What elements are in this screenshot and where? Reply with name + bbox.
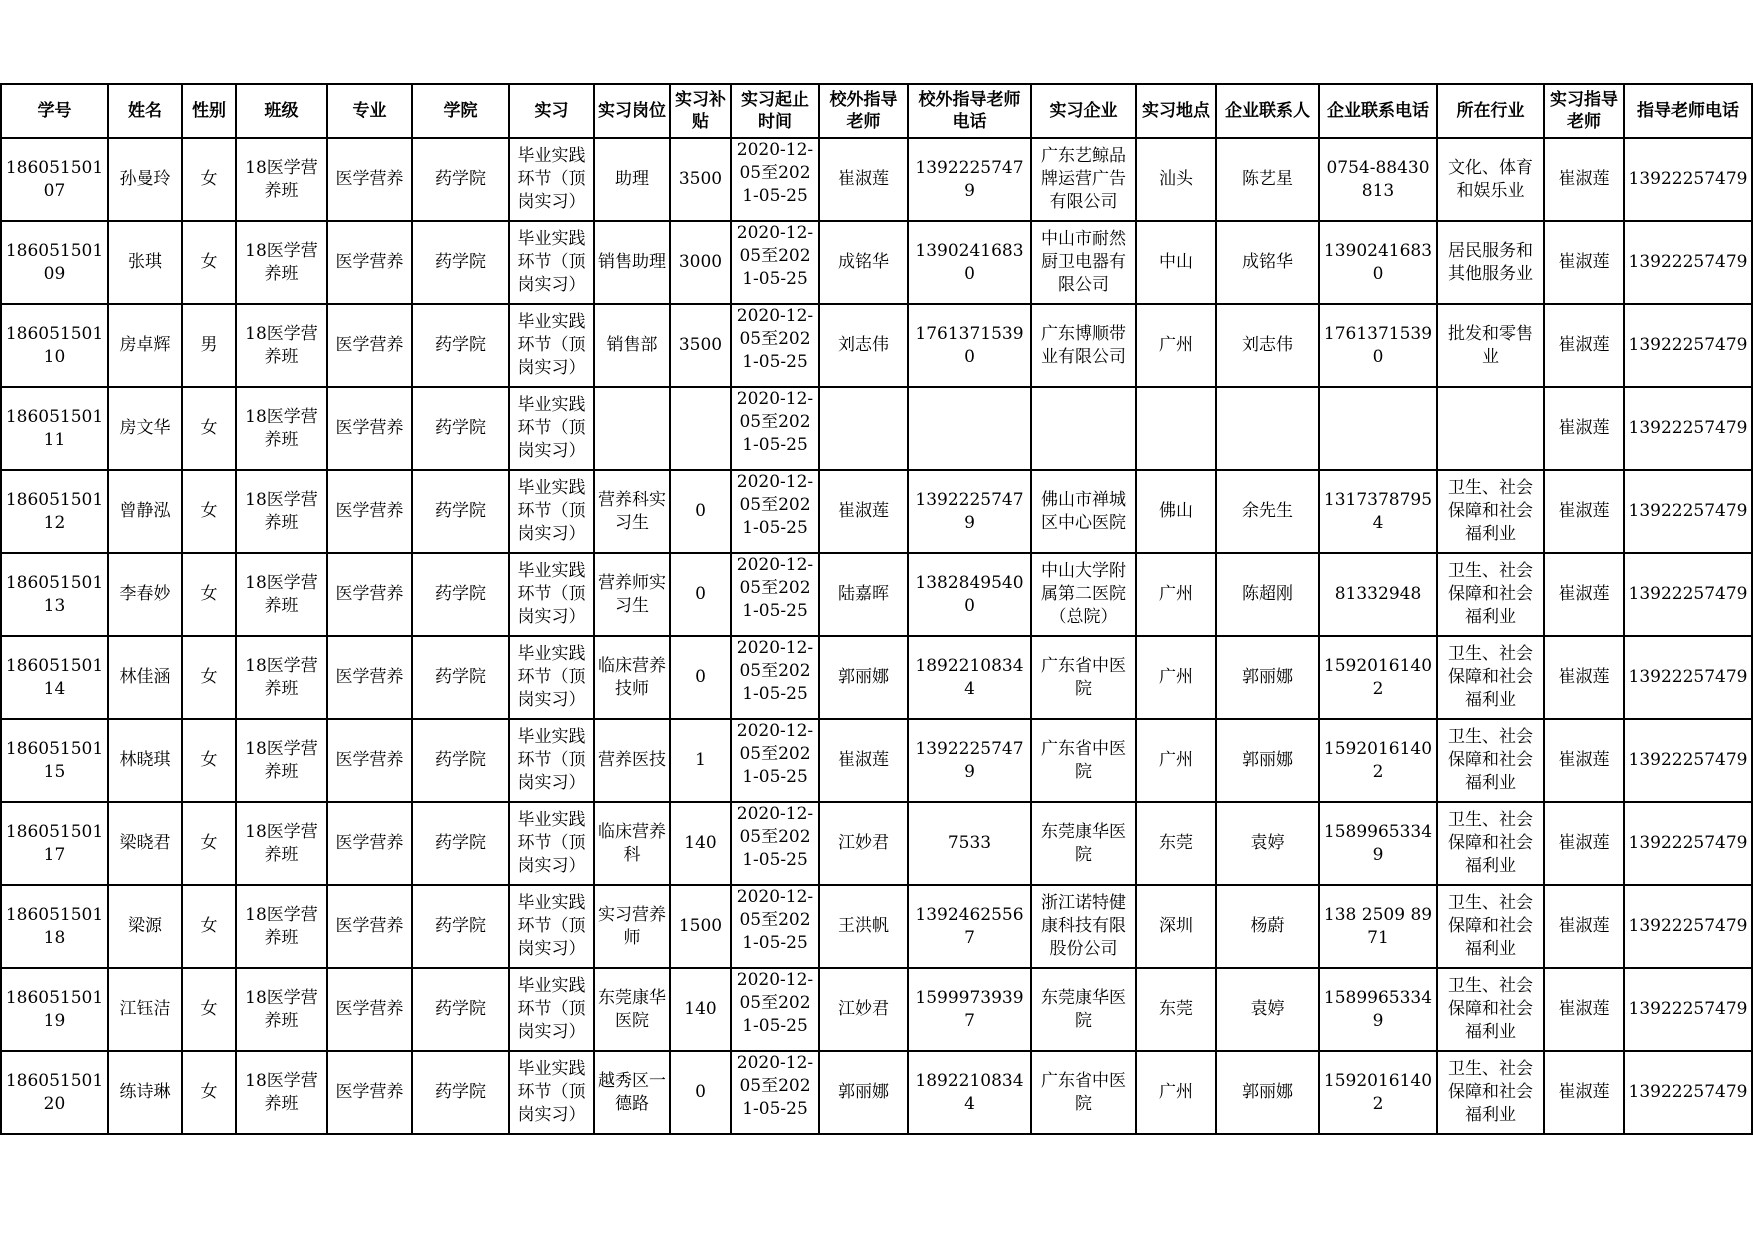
industry-cell: 卫生、社会保障和社会福利业 — [1437, 885, 1544, 968]
period-cell — [731, 138, 819, 221]
contact-phone-cell: 15920161402 — [1319, 636, 1437, 719]
teacher-phone-cell: 13922257479 — [1624, 1051, 1752, 1134]
class-cell: 18医学营养班 — [236, 968, 327, 1051]
mentor-cell: 江妙君 — [819, 802, 908, 885]
gender-cell: 女 — [182, 470, 236, 553]
major-cell: 医学营养 — [327, 719, 412, 802]
college-cell: 药学院 — [412, 553, 509, 636]
period-text: 2020-12-05至2021-05-25 — [736, 887, 814, 953]
college-cell: 药学院 — [412, 636, 509, 719]
mentor-phone-cell: 13902416830 — [908, 221, 1031, 304]
internship-cell: 毕业实践环节（顶岗实习） — [509, 304, 594, 387]
position-cell: 东莞康华医院 — [594, 968, 670, 1051]
contact-phone-cell: 17613715390 — [1319, 304, 1437, 387]
class-cell: 18医学营养班 — [236, 636, 327, 719]
mentor-cell: 成铭华 — [819, 221, 908, 304]
mentor-phone-cell: 13924625567 — [908, 885, 1031, 968]
table-row — [1, 138, 1752, 221]
mentor-phone-cell: 15999739397 — [908, 968, 1031, 1051]
internship-cell: 毕业实践环节（顶岗实习） — [509, 968, 594, 1051]
subsidy-cell: 0 — [670, 636, 731, 719]
header-class: 班级 — [236, 84, 327, 138]
contact-phone-cell: 15920161402 — [1319, 1051, 1437, 1134]
period-cell — [731, 636, 819, 719]
industry-cell: 卫生、社会保障和社会福利业 — [1437, 968, 1544, 1051]
contact-cell: 陈艺星 — [1216, 138, 1319, 221]
name-cell: 房卓辉 — [108, 304, 182, 387]
internship-cell: 毕业实践环节（顶岗实习） — [509, 387, 594, 470]
industry-cell: 批发和零售业 — [1437, 304, 1544, 387]
college-cell: 药学院 — [412, 221, 509, 304]
header-position: 实习岗位 — [594, 84, 670, 138]
header-name: 姓名 — [108, 84, 182, 138]
period-text: 2020-12-05至2021-05-25 — [736, 804, 814, 870]
position-cell: 临床营养科 — [594, 802, 670, 885]
period-cell — [731, 719, 819, 802]
period-text: 2020-12-05至2021-05-25 — [736, 970, 814, 1036]
major-cell: 医学营养 — [327, 387, 412, 470]
table-row — [1, 719, 1752, 802]
contact-cell: 余先生 — [1216, 470, 1319, 553]
teacher-cell: 崔淑莲 — [1544, 387, 1624, 470]
class-cell: 18医学营养班 — [236, 802, 327, 885]
college-cell: 药学院 — [412, 470, 509, 553]
teacher-phone-cell: 13922257479 — [1624, 719, 1752, 802]
period-text: 2020-12-05至2021-05-25 — [736, 1053, 814, 1119]
position-cell: 销售部 — [594, 304, 670, 387]
position-cell — [594, 387, 670, 470]
name-cell: 梁晓君 — [108, 802, 182, 885]
header-contact-phone: 企业联系电话 — [1319, 84, 1437, 138]
internship-cell: 毕业实践环节（顶岗实习） — [509, 470, 594, 553]
mentor-phone-cell: 17613715390 — [908, 304, 1031, 387]
contact-cell — [1216, 387, 1319, 470]
location-cell: 东莞 — [1136, 968, 1216, 1051]
college-cell: 药学院 — [412, 802, 509, 885]
gender-cell: 女 — [182, 885, 236, 968]
mentor-phone-cell: 13922257479 — [908, 138, 1031, 221]
period-text: 2020-12-05至2021-05-25 — [736, 638, 814, 704]
industry-cell: 卫生、社会保障和社会福利业 — [1437, 470, 1544, 553]
mentor-cell: 郭丽娜 — [819, 1051, 908, 1134]
major-cell: 医学营养 — [327, 553, 412, 636]
period-text: 2020-12-05至2021-05-25 — [736, 721, 814, 787]
location-cell: 东莞 — [1136, 802, 1216, 885]
internship-cell: 毕业实践环节（顶岗实习） — [509, 802, 594, 885]
subsidy-cell: 1500 — [670, 885, 731, 968]
teacher-cell: 崔淑莲 — [1544, 470, 1624, 553]
header-student-id: 学号 — [1, 84, 108, 138]
teacher-phone-cell: 13922257479 — [1624, 221, 1752, 304]
location-cell — [1136, 387, 1216, 470]
teacher-cell: 崔淑莲 — [1544, 221, 1624, 304]
student-id-cell: 18605150107 — [1, 138, 108, 221]
class-cell: 18医学营养班 — [236, 138, 327, 221]
position-cell: 越秀区一德路 — [594, 1051, 670, 1134]
company-cell: 广东省中医院 — [1031, 719, 1136, 802]
college-cell: 药学院 — [412, 304, 509, 387]
gender-cell: 女 — [182, 387, 236, 470]
contact-phone-cell: 13173787954 — [1319, 470, 1437, 553]
period-cell — [731, 470, 819, 553]
period-cell — [731, 304, 819, 387]
header-contact: 企业联系人 — [1216, 84, 1319, 138]
subsidy-cell — [670, 387, 731, 470]
period-text: 2020-12-05至2021-05-25 — [736, 472, 814, 538]
internship-cell: 毕业实践环节（顶岗实习） — [509, 636, 594, 719]
name-cell: 曾静泓 — [108, 470, 182, 553]
location-cell: 广州 — [1136, 1051, 1216, 1134]
subsidy-cell: 140 — [670, 802, 731, 885]
teacher-phone-cell: 13922257479 — [1624, 802, 1752, 885]
table-row — [1, 968, 1752, 1051]
contact-cell: 郭丽娜 — [1216, 719, 1319, 802]
gender-cell: 女 — [182, 719, 236, 802]
position-cell: 营养师实习生 — [594, 553, 670, 636]
college-cell: 药学院 — [412, 1051, 509, 1134]
period-cell — [731, 885, 819, 968]
name-cell: 李春妙 — [108, 553, 182, 636]
header-college: 学院 — [412, 84, 509, 138]
internship-cell: 毕业实践环节（顶岗实习） — [509, 1051, 594, 1134]
major-cell: 医学营养 — [327, 221, 412, 304]
teacher-cell: 崔淑莲 — [1544, 1051, 1624, 1134]
table-row — [1, 802, 1752, 885]
contact-phone-cell: 15899653349 — [1319, 968, 1437, 1051]
internship-table — [0, 83, 1753, 1135]
student-id-cell: 18605150118 — [1, 885, 108, 968]
internship-cell: 毕业实践环节（顶岗实习） — [509, 221, 594, 304]
class-cell: 18医学营养班 — [236, 553, 327, 636]
company-cell: 东莞康华医院 — [1031, 802, 1136, 885]
gender-cell: 女 — [182, 802, 236, 885]
location-cell: 汕头 — [1136, 138, 1216, 221]
header-location: 实习地点 — [1136, 84, 1216, 138]
gender-cell: 女 — [182, 138, 236, 221]
teacher-phone-cell: 13922257479 — [1624, 470, 1752, 553]
industry-cell: 文化、体育和娱乐业 — [1437, 138, 1544, 221]
mentor-cell: 陆嘉晖 — [819, 553, 908, 636]
subsidy-cell: 3500 — [670, 304, 731, 387]
position-cell: 营养医技 — [594, 719, 670, 802]
college-cell: 药学院 — [412, 885, 509, 968]
class-cell: 18医学营养班 — [236, 387, 327, 470]
student-id-cell: 18605150114 — [1, 636, 108, 719]
location-cell: 广州 — [1136, 636, 1216, 719]
period-cell — [731, 221, 819, 304]
teacher-cell: 崔淑莲 — [1544, 968, 1624, 1051]
period-cell — [731, 802, 819, 885]
period-text: 2020-12-05至2021-05-25 — [736, 389, 814, 455]
contact-cell: 成铭华 — [1216, 221, 1319, 304]
name-cell: 江钰洁 — [108, 968, 182, 1051]
position-cell: 营养科实习生 — [594, 470, 670, 553]
internship-cell: 毕业实践环节（顶岗实习） — [509, 138, 594, 221]
period-text: 2020-12-05至2021-05-25 — [736, 140, 814, 206]
header-industry: 所在行业 — [1437, 84, 1544, 138]
period-cell — [731, 553, 819, 636]
company-cell: 中山市耐然厨卫电器有限公司 — [1031, 221, 1136, 304]
table-row — [1, 387, 1752, 470]
teacher-phone-cell: 13922257479 — [1624, 885, 1752, 968]
gender-cell: 女 — [182, 636, 236, 719]
student-id-cell: 18605150113 — [1, 553, 108, 636]
company-cell: 中山大学附属第二医院（总院） — [1031, 553, 1136, 636]
contact-cell: 刘志伟 — [1216, 304, 1319, 387]
table-row — [1, 553, 1752, 636]
period-text: 2020-12-05至2021-05-25 — [736, 223, 814, 289]
industry-cell: 卫生、社会保障和社会福利业 — [1437, 802, 1544, 885]
teacher-phone-cell: 13922257479 — [1624, 636, 1752, 719]
location-cell: 佛山 — [1136, 470, 1216, 553]
student-id-cell: 18605150117 — [1, 802, 108, 885]
subsidy-cell: 1 — [670, 719, 731, 802]
mentor-cell: 王洪帆 — [819, 885, 908, 968]
header-period: 实习起止时间 — [731, 84, 819, 138]
subsidy-cell: 3000 — [670, 221, 731, 304]
header-company: 实习企业 — [1031, 84, 1136, 138]
college-cell: 药学院 — [412, 968, 509, 1051]
location-cell: 广州 — [1136, 304, 1216, 387]
contact-cell: 袁婷 — [1216, 968, 1319, 1051]
major-cell: 医学营养 — [327, 470, 412, 553]
contact-phone-cell: 15920161402 — [1319, 719, 1437, 802]
teacher-cell: 崔淑莲 — [1544, 719, 1624, 802]
college-cell: 药学院 — [412, 719, 509, 802]
major-cell: 医学营养 — [327, 1051, 412, 1134]
mentor-phone-cell: 7533 — [908, 802, 1031, 885]
contact-cell: 郭丽娜 — [1216, 1051, 1319, 1134]
contact-phone-cell: 0754-88430813 — [1319, 138, 1437, 221]
company-cell: 广东艺鲸品牌运营广告有限公司 — [1031, 138, 1136, 221]
major-cell: 医学营养 — [327, 636, 412, 719]
name-cell: 张琪 — [108, 221, 182, 304]
header-mentor: 校外指导老师 — [819, 84, 908, 138]
student-id-cell: 18605150109 — [1, 221, 108, 304]
contact-cell: 杨蔚 — [1216, 885, 1319, 968]
class-cell: 18医学营养班 — [236, 885, 327, 968]
teacher-phone-cell: 13922257479 — [1624, 553, 1752, 636]
contact-phone-cell — [1319, 387, 1437, 470]
teacher-cell: 崔淑莲 — [1544, 304, 1624, 387]
teacher-cell: 崔淑莲 — [1544, 636, 1624, 719]
student-id-cell: 18605150112 — [1, 470, 108, 553]
industry-cell: 卫生、社会保障和社会福利业 — [1437, 719, 1544, 802]
table-row — [1, 885, 1752, 968]
student-id-cell: 18605150110 — [1, 304, 108, 387]
name-cell: 孙曼玲 — [108, 138, 182, 221]
header-gender: 性别 — [182, 84, 236, 138]
teacher-cell: 崔淑莲 — [1544, 885, 1624, 968]
contact-cell: 陈超刚 — [1216, 553, 1319, 636]
company-cell: 浙江诺特健康科技有限股份公司 — [1031, 885, 1136, 968]
header-row — [1, 84, 1752, 138]
company-cell: 广东省中医院 — [1031, 636, 1136, 719]
contact-cell: 袁婷 — [1216, 802, 1319, 885]
teacher-phone-cell: 13922257479 — [1624, 968, 1752, 1051]
gender-cell: 女 — [182, 968, 236, 1051]
name-cell: 房文华 — [108, 387, 182, 470]
industry-cell: 卫生、社会保障和社会福利业 — [1437, 553, 1544, 636]
contact-phone-cell: 81332948 — [1319, 553, 1437, 636]
mentor-phone-cell: 18922108344 — [908, 1051, 1031, 1134]
major-cell: 医学营养 — [327, 968, 412, 1051]
major-cell: 医学营养 — [327, 138, 412, 221]
industry-cell: 卫生、社会保障和社会福利业 — [1437, 636, 1544, 719]
position-cell: 销售助理 — [594, 221, 670, 304]
table-row — [1, 636, 1752, 719]
teacher-cell: 崔淑莲 — [1544, 553, 1624, 636]
subsidy-cell: 140 — [670, 968, 731, 1051]
table-row — [1, 304, 1752, 387]
subsidy-cell: 3500 — [670, 138, 731, 221]
gender-cell: 男 — [182, 304, 236, 387]
industry-cell: 卫生、社会保障和社会福利业 — [1437, 1051, 1544, 1134]
period-text: 2020-12-05至2021-05-25 — [736, 555, 814, 621]
position-cell: 助理 — [594, 138, 670, 221]
mentor-phone-cell: 13922257479 — [908, 470, 1031, 553]
mentor-cell: 崔淑莲 — [819, 138, 908, 221]
period-cell — [731, 387, 819, 470]
subsidy-cell: 0 — [670, 1051, 731, 1134]
header-major: 专业 — [327, 84, 412, 138]
major-cell: 医学营养 — [327, 304, 412, 387]
header-teacher: 实习指导老师 — [1544, 84, 1624, 138]
student-id-cell: 18605150115 — [1, 719, 108, 802]
company-cell: 佛山市禅城区中心医院 — [1031, 470, 1136, 553]
industry-cell — [1437, 387, 1544, 470]
subsidy-cell: 0 — [670, 470, 731, 553]
period-cell — [731, 968, 819, 1051]
teacher-cell: 崔淑莲 — [1544, 138, 1624, 221]
student-id-cell: 18605150120 — [1, 1051, 108, 1134]
header-internship: 实习 — [509, 84, 594, 138]
header-subsidy: 实习补贴 — [670, 84, 731, 138]
name-cell: 林晓琪 — [108, 719, 182, 802]
student-id-cell: 18605150119 — [1, 968, 108, 1051]
header-mentor-phone: 校外指导老师电话 — [908, 84, 1031, 138]
class-cell: 18医学营养班 — [236, 304, 327, 387]
period-text: 2020-12-05至2021-05-25 — [736, 306, 814, 372]
gender-cell: 女 — [182, 553, 236, 636]
mentor-cell: 崔淑莲 — [819, 470, 908, 553]
name-cell: 梁源 — [108, 885, 182, 968]
mentor-phone-cell — [908, 387, 1031, 470]
college-cell: 药学院 — [412, 387, 509, 470]
mentor-phone-cell: 13828495400 — [908, 553, 1031, 636]
mentor-cell: 郭丽娜 — [819, 636, 908, 719]
subsidy-cell: 0 — [670, 553, 731, 636]
mentor-cell — [819, 387, 908, 470]
internship-cell: 毕业实践环节（顶岗实习） — [509, 553, 594, 636]
industry-cell: 居民服务和其他服务业 — [1437, 221, 1544, 304]
college-cell: 药学院 — [412, 138, 509, 221]
class-cell: 18医学营养班 — [236, 719, 327, 802]
location-cell: 深圳 — [1136, 885, 1216, 968]
major-cell: 医学营养 — [327, 802, 412, 885]
mentor-cell: 江妙君 — [819, 968, 908, 1051]
table-row — [1, 1051, 1752, 1134]
teacher-cell: 崔淑莲 — [1544, 802, 1624, 885]
table-row — [1, 470, 1752, 553]
contact-phone-cell: 138 2509 8971 — [1319, 885, 1437, 968]
table-body — [1, 138, 1752, 1134]
contact-phone-cell: 15899653349 — [1319, 802, 1437, 885]
name-cell: 练诗琳 — [108, 1051, 182, 1134]
teacher-phone-cell: 13922257479 — [1624, 387, 1752, 470]
mentor-phone-cell: 13922257479 — [908, 719, 1031, 802]
company-cell — [1031, 387, 1136, 470]
location-cell: 广州 — [1136, 719, 1216, 802]
contact-cell: 郭丽娜 — [1216, 636, 1319, 719]
major-cell: 医学营养 — [327, 885, 412, 968]
internship-cell: 毕业实践环节（顶岗实习） — [509, 885, 594, 968]
mentor-cell: 崔淑莲 — [819, 719, 908, 802]
student-id-cell: 18605150111 — [1, 387, 108, 470]
class-cell: 18医学营养班 — [236, 470, 327, 553]
table-row — [1, 221, 1752, 304]
mentor-cell: 刘志伟 — [819, 304, 908, 387]
period-cell — [731, 1051, 819, 1134]
gender-cell: 女 — [182, 221, 236, 304]
teacher-phone-cell: 13922257479 — [1624, 304, 1752, 387]
class-cell: 18医学营养班 — [236, 1051, 327, 1134]
location-cell: 中山 — [1136, 221, 1216, 304]
class-cell: 18医学营养班 — [236, 221, 327, 304]
location-cell: 广州 — [1136, 553, 1216, 636]
mentor-phone-cell: 18922108344 — [908, 636, 1031, 719]
company-cell: 广东省中医院 — [1031, 1051, 1136, 1134]
internship-cell: 毕业实践环节（顶岗实习） — [509, 719, 594, 802]
header-teacher-phone: 指导老师电话 — [1624, 84, 1752, 138]
company-cell: 东莞康华医院 — [1031, 968, 1136, 1051]
contact-phone-cell: 13902416830 — [1319, 221, 1437, 304]
position-cell: 实习营养师 — [594, 885, 670, 968]
company-cell: 广东博顺带业有限公司 — [1031, 304, 1136, 387]
position-cell: 临床营养技师 — [594, 636, 670, 719]
name-cell: 林佳涵 — [108, 636, 182, 719]
gender-cell: 女 — [182, 1051, 236, 1134]
teacher-phone-cell: 13922257479 — [1624, 138, 1752, 221]
